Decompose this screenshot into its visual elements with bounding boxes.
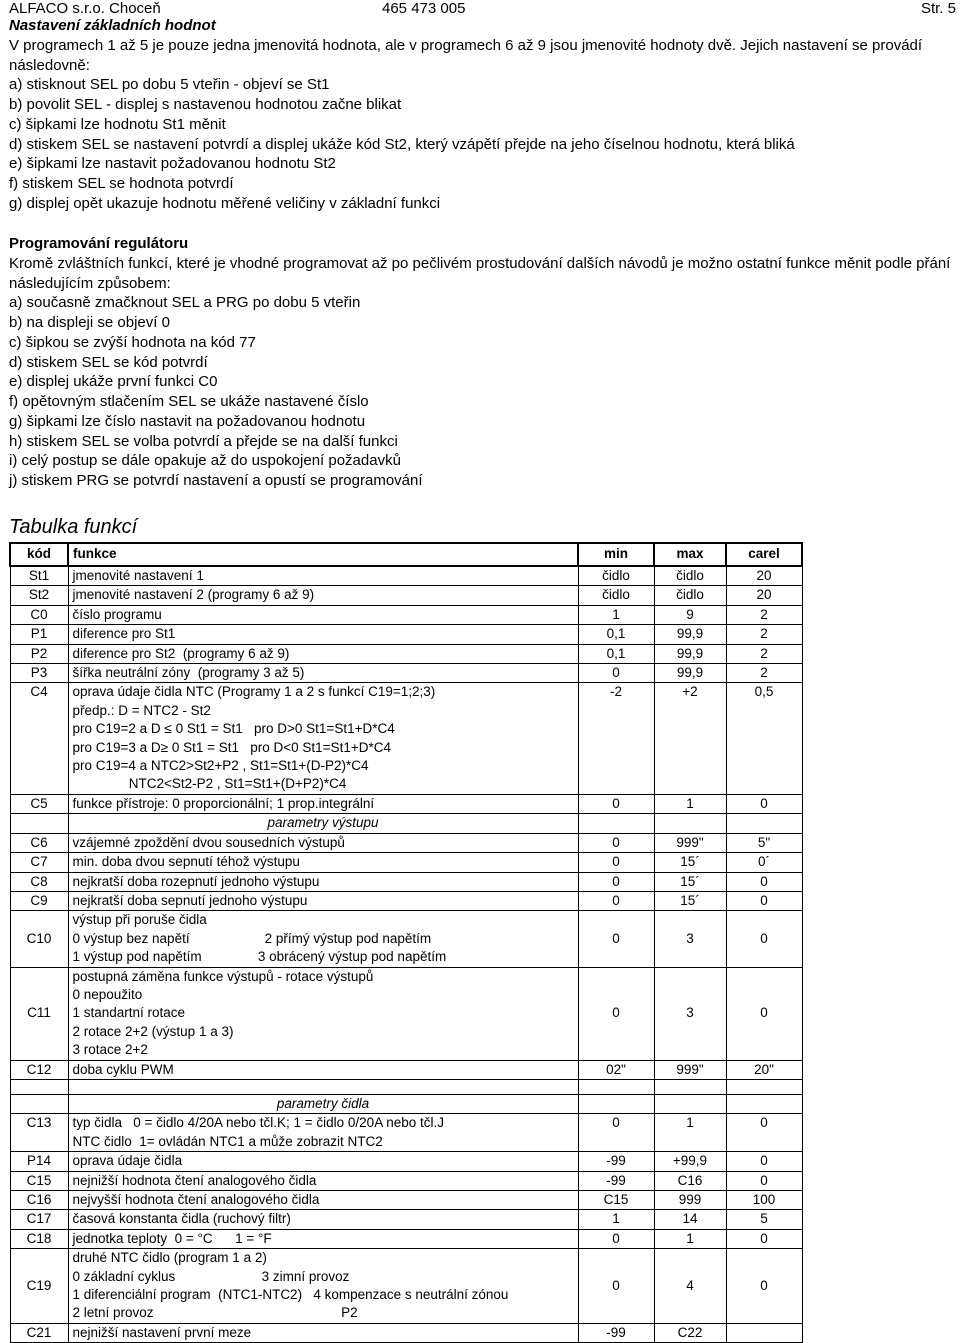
cell-line: doba cyklu PWM: [72, 1061, 174, 1077]
cell-line: postupná záměna funkce výstupů - rotace výstupů: [72, 968, 374, 984]
cell-funkce: [68, 1323, 578, 1342]
cell-line: jmenovité nastavení 1: [72, 568, 204, 583]
cell-max: 1: [654, 794, 726, 813]
cell-kod: P3: [10, 664, 68, 683]
cell-max: +99,9: [654, 1152, 726, 1171]
cell-max: 3: [654, 967, 726, 1060]
cell-kod: C18: [10, 1229, 68, 1248]
cell-line: pro C19=3 a D≥ 0 St1 = St1 pro D<0 St1=St1+D*C4: [72, 739, 391, 755]
cell-carel: 100: [726, 1191, 802, 1210]
cell-max: 3: [654, 911, 726, 967]
cell-carel: 2: [726, 664, 802, 683]
cell-funkce: [68, 833, 578, 852]
text-line: b) na displeji se objeví 0: [9, 314, 170, 331]
cell-line: 2 letní provoz P2: [72, 1305, 358, 1321]
cell-carel: 2: [726, 605, 802, 624]
cell-min: 0,1: [578, 644, 654, 663]
cell-carel: 0: [726, 794, 802, 813]
cell-max: 1: [654, 1114, 726, 1152]
cell-funkce: [68, 664, 578, 683]
cell-line: nejnižší nastavení první meze: [72, 1324, 252, 1340]
cell-min: 0: [578, 911, 654, 967]
cell-min: 0: [578, 891, 654, 910]
cell-funkce: [68, 1191, 578, 1210]
cell-funkce: [68, 1152, 578, 1171]
table-header-row: [10, 543, 802, 566]
cell-line: parametry výstupu: [267, 815, 379, 831]
cell-max: 14: [654, 1210, 726, 1229]
cell-max: C22: [654, 1323, 726, 1342]
cell-line: min. doba dvou sepnutí téhož výstupu: [72, 854, 300, 870]
table-row: [10, 625, 802, 644]
cell-max: C16: [654, 1171, 726, 1190]
cell-kod: [10, 1079, 68, 1094]
text-line: a) stisknout SEL po dobu 5 vteřin - objeví se St1: [9, 76, 330, 94]
cell-carel: 0´: [726, 853, 802, 872]
col-carel: carel: [726, 543, 802, 566]
cell-funkce: [68, 625, 578, 644]
cell-carel: 2: [726, 625, 802, 644]
cell-kod: C16: [10, 1191, 68, 1210]
cell-kod: C8: [10, 872, 68, 891]
cell-min: 0: [578, 1114, 654, 1152]
table-row: [10, 586, 802, 605]
cell-line: nejnižší hodnota čtení analogového čidla: [72, 1172, 317, 1188]
cell-line: NTC2<St2-P2 , St1=St1+(D+P2)*C4: [72, 776, 347, 792]
cell-kod: [10, 1094, 68, 1113]
cell-min: 0: [578, 853, 654, 872]
cell-max: 15´: [654, 853, 726, 872]
text-line: a) současně zmačknout SEL a PRG po dobu 5 vteřin: [9, 294, 361, 312]
cell-min: -2: [578, 683, 654, 794]
cell-line: NTC čidlo 1= ovládán NTC1 a může zobrazit NTC2: [72, 1133, 383, 1149]
text-line: i) celý postup se dále opakuje až do uspokojení požadavků: [9, 452, 401, 470]
cell-kod: P2: [10, 644, 68, 663]
cell-max: [654, 814, 726, 833]
table-row: [10, 605, 802, 624]
cell-max: 4: [654, 1249, 726, 1324]
cell-line: 3 rotace 2+2: [72, 1042, 148, 1058]
cell-line: výstup při poruše čidla: [72, 912, 207, 928]
cell-funkce: [68, 566, 578, 586]
cell-carel: 20": [726, 1060, 802, 1079]
cell-funkce: [68, 644, 578, 663]
text-line: g) displej opět ukazuje hodnotu měřené veličiny v základní funkci: [9, 194, 441, 212]
cell-funkce: [68, 1229, 578, 1248]
table-row: [10, 1323, 802, 1342]
cell-funkce: [68, 1094, 578, 1113]
text-line: c) šipkou se zvýší hodnota na kód 77: [9, 333, 256, 351]
header-company: ALFACO s.r.o. Choceň: [9, 0, 161, 17]
cell-line: šířka neutrální zóny (programy 3 až 5): [72, 665, 305, 681]
cell-line: [73, 1080, 574, 1094]
table-row: [10, 1152, 802, 1171]
cell-min: 02": [578, 1060, 654, 1079]
text-line: f) opětovným stlačením SEL se ukáže nastavené číslo: [9, 393, 369, 410]
cell-carel: 2: [726, 644, 802, 663]
cell-max: [654, 1079, 726, 1094]
col-min: min: [578, 543, 654, 566]
cell-min: 0: [578, 794, 654, 813]
section-programming: [9, 234, 957, 491]
cell-line: nejkratší doba sepnutí jednoho výstupu: [72, 892, 308, 908]
table-row: [10, 1191, 802, 1210]
cell-carel: 0: [726, 911, 802, 967]
text-line: V programech 1 až 5 je pouze jedna jmenovitá hodnota, ale v programech 6 až 9 jsou jmenovité hodnoty dvě. Jejich nastavení se provádí následovně:: [9, 36, 923, 74]
cell-max: 999: [654, 1191, 726, 1210]
cell-funkce: [68, 872, 578, 891]
cell-funkce: [68, 1249, 578, 1324]
cell-funkce: [68, 853, 578, 872]
cell-carel: 0: [726, 1114, 802, 1152]
cell-carel: 20: [726, 586, 802, 605]
table-row: [10, 566, 802, 586]
cell-carel: 0: [726, 1249, 802, 1324]
text-line: d) stiskem SEL se kód potvrdí: [9, 353, 208, 371]
cell-funkce: [68, 1079, 578, 1094]
cell-funkce: [68, 967, 578, 1060]
text-line: b) povolit SEL - displej s nastavenou hodnotou začne blikat: [9, 96, 402, 113]
col-funkce: funkce: [68, 543, 578, 566]
text-line: j) stiskem PRG se potvrdí nastavení a opustí se programování: [9, 472, 423, 489]
cell-carel: 5": [726, 833, 802, 852]
cell-min: čidlo: [578, 586, 654, 605]
cell-carel: [726, 1079, 802, 1094]
cell-line: typ čidla 0 = čidlo 4/20A nebo tčl.K; 1 = čidlo 0/20A nebo tčl.J: [72, 1115, 444, 1131]
cell-kod: C19: [10, 1249, 68, 1324]
table-row: [10, 664, 802, 683]
section-lines: [9, 254, 957, 491]
cell-line: diference pro St2 (programy 6 až 9): [72, 645, 290, 661]
cell-kod: C12: [10, 1060, 68, 1079]
table-row: [10, 872, 802, 891]
cell-max: 15´: [654, 872, 726, 891]
cell-carel: 0: [726, 872, 802, 891]
cell-min: 1: [578, 1210, 654, 1229]
cell-line: 2 rotace 2+2 (výstup 1 a 3): [72, 1023, 234, 1039]
cell-carel: 5: [726, 1210, 802, 1229]
cell-kod: St2: [10, 586, 68, 605]
cell-max: +2: [654, 683, 726, 794]
cell-line: jmenovité nastavení 2 (programy 6 až 9): [72, 587, 315, 603]
table-row: [10, 1210, 802, 1229]
cell-line: 1 diferenciální program (NTC1-NTC2) 4 kompenzace s neutrální zónou: [72, 1287, 509, 1303]
cell-line: jednotka teploty 0 = °C 1 = °F: [72, 1230, 272, 1246]
cell-kod: C9: [10, 891, 68, 910]
cell-kod: C11: [10, 967, 68, 1060]
cell-line: 1 standartní rotace: [72, 1005, 186, 1021]
cell-min: 0,1: [578, 625, 654, 644]
cell-max: 999": [654, 833, 726, 852]
cell-min: 1: [578, 605, 654, 624]
text-line: g) šipkami lze číslo nastavit na požadovanou hodnotu: [9, 412, 366, 430]
cell-min: [578, 1079, 654, 1094]
text-line: e) šipkami lze nastavit požadovanou hodnotu St2: [9, 155, 336, 173]
cell-kod: C0: [10, 605, 68, 624]
cell-max: čidlo: [654, 586, 726, 605]
table-row: [10, 1060, 802, 1079]
cell-carel: [726, 814, 802, 833]
section-title: Nastavení základních hodnot: [9, 17, 216, 34]
cell-funkce: [68, 1210, 578, 1229]
table-row: [10, 1171, 802, 1190]
cell-kod: C4: [10, 683, 68, 794]
cell-funkce: [68, 794, 578, 813]
cell-funkce: [68, 814, 578, 833]
cell-line: nejvyšší hodnota čtení analogového čidla: [72, 1192, 320, 1207]
section-title: Programování regulátoru: [9, 235, 189, 252]
cell-carel: 0,5: [726, 683, 802, 794]
cell-kod: C6: [10, 833, 68, 852]
table-row: [10, 891, 802, 910]
cell-max: 1: [654, 1229, 726, 1248]
cell-min: čidlo: [578, 566, 654, 586]
cell-carel: 20: [726, 566, 802, 586]
cell-funkce: [68, 683, 578, 794]
cell-kod: C13: [10, 1114, 68, 1152]
cell-min: 0: [578, 1249, 654, 1324]
cell-min: C15: [578, 1191, 654, 1210]
cell-min: [578, 1094, 654, 1113]
cell-kod: C17: [10, 1210, 68, 1229]
cell-kod: C10: [10, 911, 68, 967]
cell-funkce: [68, 586, 578, 605]
table-row: [10, 1249, 802, 1324]
cell-max: 99,9: [654, 644, 726, 663]
cell-max: 99,9: [654, 664, 726, 683]
cell-line: předp.: D = NTC2 - St2: [72, 702, 211, 718]
cell-line: nejkratší doba rozepnutí jednoho výstupu: [72, 873, 320, 889]
cell-min: 0: [578, 833, 654, 852]
cell-max: 99,9: [654, 625, 726, 644]
table-row: [10, 853, 802, 872]
cell-carel: 0: [726, 967, 802, 1060]
cell-line: druhé NTC čidlo (program 1 a 2): [72, 1250, 267, 1266]
section-basic-values: [9, 16, 957, 214]
header-page-number: Str. 5: [920, 0, 956, 17]
cell-line: číslo programu: [72, 606, 162, 622]
cell-kod: C21: [10, 1323, 68, 1342]
cell-line: 0 základní cyklus 3 zimní provoz: [72, 1268, 350, 1284]
cell-funkce: [68, 1114, 578, 1152]
cell-carel: 0: [726, 891, 802, 910]
text-line: c) šipkami lze hodnotu St1 měnit: [9, 115, 226, 133]
table-row: [10, 644, 802, 663]
cell-kod: C7: [10, 853, 68, 872]
cell-min: 0: [578, 1229, 654, 1248]
col-kod: kód: [10, 543, 68, 566]
cell-max: 9: [654, 605, 726, 624]
cell-line: funkce přístroje: 0 proporcionální; 1 prop.integrální: [72, 795, 375, 811]
text-line: f) stiskem SEL se hodnota potvrdí: [9, 175, 234, 192]
cell-line: pro C19=4 a NTC2>St2+P2 , St1=St1+(D-P2)*C4: [72, 758, 369, 774]
cell-max: [654, 1094, 726, 1113]
cell-kod: C15: [10, 1171, 68, 1190]
cell-kod: P1: [10, 625, 68, 644]
cell-min: -99: [578, 1323, 654, 1342]
cell-line: vzájemné zpoždění dvou sousedních výstupů: [72, 834, 345, 850]
cell-max: čidlo: [654, 566, 726, 586]
cell-carel: [726, 1323, 802, 1342]
table-row: [10, 833, 802, 852]
table-row: [10, 794, 802, 813]
cell-carel: 0: [726, 1152, 802, 1171]
function-table: [9, 542, 803, 1343]
table-row: [10, 1229, 802, 1248]
cell-kod: P14: [10, 1152, 68, 1171]
header-phone: 465 473 005: [382, 0, 466, 17]
cell-funkce: [68, 891, 578, 910]
cell-min: 0: [578, 664, 654, 683]
cell-kod: C5: [10, 794, 68, 813]
cell-line: 1 výstup pod napětím 3 obrácený výstup pod napětím: [72, 949, 447, 965]
cell-min: -99: [578, 1171, 654, 1190]
table-row: [10, 967, 802, 1060]
table-row: [10, 1114, 802, 1152]
text-line: d) stiskem SEL se nastavení potvrdí a displej ukáže kód St2, který vzápětí přejde na jeho číselnou hodnotu, která bliká: [9, 135, 795, 153]
cell-funkce: [68, 1171, 578, 1190]
cell-carel: 0: [726, 1229, 802, 1248]
cell-min: 0: [578, 872, 654, 891]
cell-carel: [726, 1094, 802, 1113]
text-line: Kromě zvláštních funkcí, které je vhodné programovat až po pečlivém prostudování dalších návodů je možno ostatní funkce měnit podle přání následujícím způsobem:: [9, 254, 951, 292]
cell-line: oprava údaje čidla: [72, 1153, 183, 1169]
cell-min: 0: [578, 967, 654, 1060]
cell-funkce: [68, 1060, 578, 1079]
cell-line: 0 nepoužito: [72, 986, 143, 1002]
section-lines: [9, 36, 957, 214]
cell-max: 999": [654, 1060, 726, 1079]
cell-carel: 0: [726, 1171, 802, 1190]
cell-min: [578, 814, 654, 833]
cell-funkce: [68, 911, 578, 967]
cell-line: diference pro St1: [72, 626, 176, 642]
table-row: [10, 814, 802, 833]
col-max: max: [654, 543, 726, 566]
table-row: [10, 911, 802, 967]
text-line: h) stiskem SEL se volba potvrdí a přejde se na další funkci: [9, 432, 398, 450]
cell-kod: St1: [10, 566, 68, 586]
table-row: [10, 683, 802, 794]
table-row: [10, 1094, 802, 1113]
cell-kod: [10, 814, 68, 833]
table-row: [10, 1079, 802, 1094]
text-line: e) displej ukáže první funkci C0: [9, 373, 218, 391]
cell-line: oprava údaje čidla NTC (Programy 1 a 2 s funkcí C19=1;2;3): [72, 684, 436, 700]
cell-line: časová konstanta čidla (ruchový filtr): [72, 1211, 291, 1227]
cell-line: parametry čidla: [276, 1095, 370, 1111]
cell-max: 15´: [654, 891, 726, 910]
cell-line: pro C19=2 a D ≤ 0 St1 = St1 pro D>0 St1=St1+D*C4: [72, 721, 395, 737]
cell-min: -99: [578, 1152, 654, 1171]
table-title: Tabulka funkcí: [9, 516, 138, 538]
cell-line: 0 výstup bez napětí 2 přímý výstup pod napětím: [72, 930, 432, 946]
cell-funkce: [68, 605, 578, 624]
